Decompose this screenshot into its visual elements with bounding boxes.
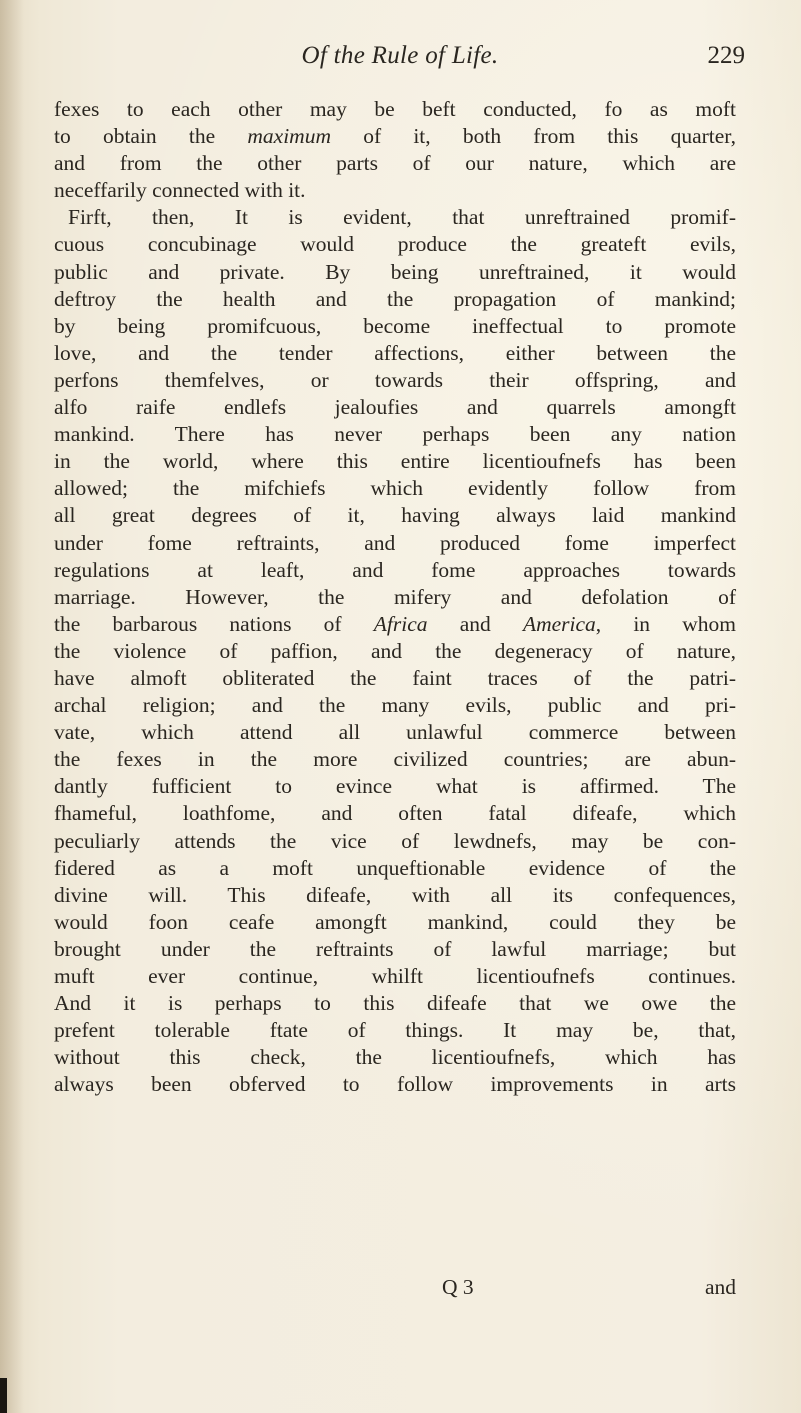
text-line: archal religion; and the many evils, public and pri- bbox=[54, 693, 736, 718]
text-line: fexes to each other may be beft conducted, fo as moft bbox=[54, 97, 736, 121]
text-line: regulations at leaft, and fome approaches towards bbox=[54, 557, 736, 582]
text-line: vate, which attend all unlawful commerce between bbox=[54, 720, 736, 745]
text-line: dantly fufficient to evince what is affirmed. The bbox=[54, 774, 736, 799]
catchword: and bbox=[704, 1275, 736, 1299]
text-segment: of it, both from this quarter, bbox=[330, 124, 736, 149]
italic-word-africa: Africa bbox=[373, 611, 428, 636]
text-segment: and bbox=[427, 611, 523, 636]
text-line: love, and the tender affections, either between the bbox=[54, 340, 736, 365]
text-line: allowed; the mifchiefs which evidently follow from bbox=[54, 476, 736, 501]
text-line: all great degrees of it, having always laid mankind bbox=[54, 503, 736, 528]
text-line: muft ever continue, whilft licentioufnefs continues. bbox=[54, 964, 736, 988]
text-segment: to obtain the bbox=[54, 124, 248, 149]
running-head bbox=[55, 42, 745, 82]
page-number: 229 bbox=[707, 42, 745, 69]
text-line: alfo raife endlefs jealoufies and quarrels amongft bbox=[54, 395, 736, 420]
text-line: by being promifcuous, become ineffectual to promote bbox=[54, 313, 736, 338]
text-line: deftroy the health and the propagation of mankind; bbox=[54, 286, 736, 311]
text-line: perfons themfelves, or towards their offspring, and bbox=[54, 367, 736, 392]
text-line: Firft, then, It is evident, that unreftrained promif- bbox=[68, 205, 736, 230]
text-line: prefent tolerable ftate of things. It may be, that, bbox=[54, 1018, 736, 1043]
text-line: in the world, where this entire licentioufnefs has been bbox=[54, 449, 736, 474]
italic-word-maximum: maximum bbox=[247, 124, 331, 149]
text-line: fhameful, loathfome, and often fatal difeafe, which bbox=[54, 801, 736, 826]
text-line: cuous concubinage would produce the greateft evils, bbox=[54, 232, 736, 257]
text-line: would foon ceafe amongft mankind, could they be bbox=[54, 909, 736, 934]
text-line: And it is perhaps to this difeafe that we owe the bbox=[54, 991, 736, 1016]
body-text bbox=[54, 96, 736, 1098]
text-line: divine will. This difeafe, with all its confequences, bbox=[54, 882, 736, 907]
text-line-with-italic bbox=[54, 123, 736, 150]
text-line: neceffarily connected with it. bbox=[54, 178, 306, 203]
text-line: mankind. There has never perhaps been any nation bbox=[54, 422, 736, 447]
text-segment: the barbarous nations of bbox=[54, 611, 374, 636]
text-line: have almoft obliterated the faint traces of the patri- bbox=[54, 665, 736, 690]
signature-mark: Q 3 bbox=[442, 1275, 474, 1299]
text-line: without this check, the licentioufnefs, which has bbox=[54, 1045, 736, 1070]
page-edge-mark bbox=[0, 1378, 7, 1413]
text-line: marriage. However, the mifery and defolation of bbox=[54, 584, 736, 609]
text-line: and from the other parts of our nature, which are bbox=[54, 151, 736, 176]
text-line: peculiarly attends the vice of lewdnefs, may be con- bbox=[54, 828, 736, 853]
text-line: brought under the reftraints of lawful marriage; but bbox=[54, 936, 736, 961]
text-line: fidered as a moft unqueftionable evidence of the bbox=[54, 855, 736, 880]
running-title: Of the Rule of Life. bbox=[301, 42, 499, 69]
italic-word-america: America bbox=[522, 611, 596, 636]
page-footer bbox=[54, 1275, 736, 1305]
text-line: under fome reftraints, and produced fome imperfect bbox=[54, 530, 736, 555]
text-line: always been obferved to follow improvements in arts bbox=[54, 1072, 736, 1097]
text-segment: , in whom bbox=[595, 611, 736, 636]
text-line: the violence of paffion, and the degeneracy of nature, bbox=[54, 638, 736, 663]
text-line: the fexes in the more civilized countries; are abun- bbox=[54, 747, 736, 772]
text-line-with-italic bbox=[54, 611, 736, 638]
binding-gutter-shadow bbox=[0, 0, 24, 1413]
text-line: public and private. By being unreftrained, it would bbox=[54, 259, 736, 284]
